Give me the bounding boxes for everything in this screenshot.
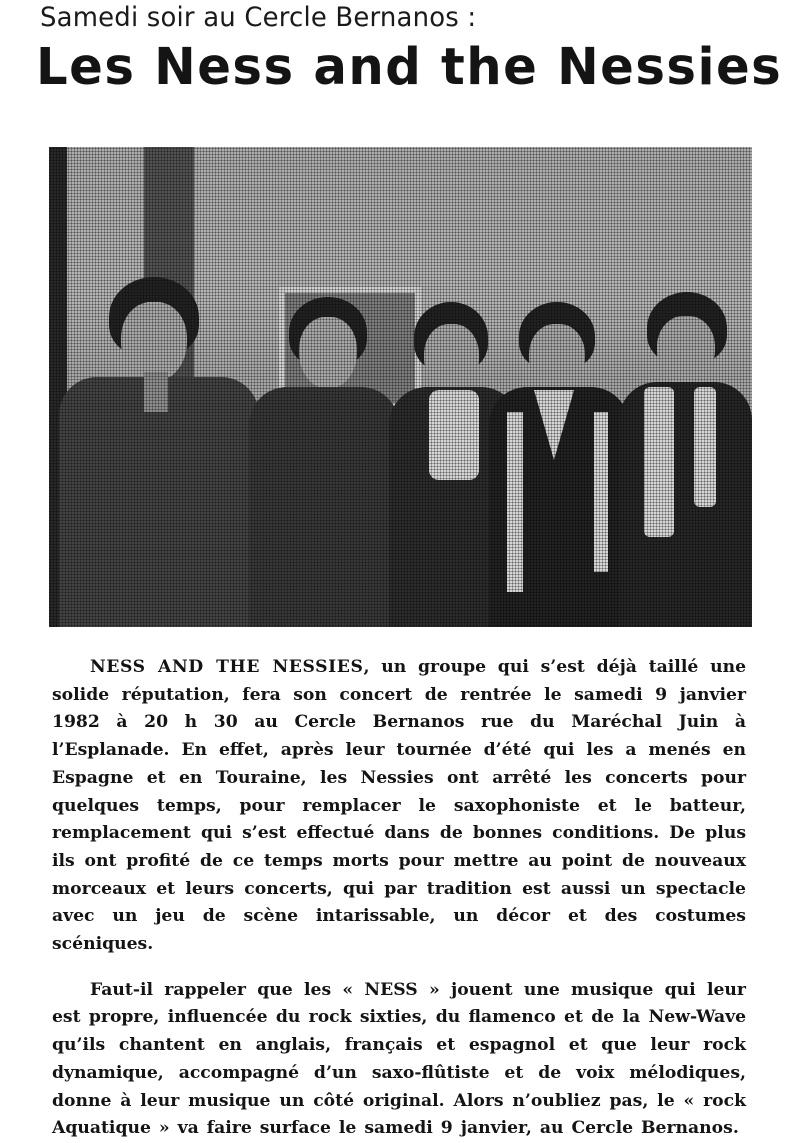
paragraph-text: , un groupe qui s’est déjà taillé une solide réputation, fera son concert de rentrée le samedi 9 janvier 1982 à 20 h 30 au Cercle Bernanos rue du Maréchal Juin à l’Esplanade. En effet, après leur tournée d’été qui les a menés en Espagne et en Touraine, les Nessies ont arrêté les concerts pour quelques temps, pour remplacer le saxophoniste et le batteur, remplacement qui s’est effectué dans de bonnes conditions. De plus ils ont profité de ce temps morts pour mettre au point de nouveaux morceaux et leurs concerts, qui par tradition est aussi un spectacle avec un jeu de scène intarissable, un décor et des costumes scéniques. bbox=[52, 657, 747, 955]
article-paragraph-1 bbox=[52, 654, 746, 959]
paragraph-text: Faut-il rappeler que les « NESS » jouent une musique qui leur est propre, influencée du rock sixties, du flamenco et de la New-Wave qu’ils chantent en anglais, français et espagnol et que leur rock dynamique, accompagné d’un saxo-flûtiste et de voix mélodiques, donne à leur musique un côté original. Alors n’oubliez pas, le « rock Aquatique » va faire surface le samedi 9 janvier, au Cercle Bernanos. bbox=[52, 979, 746, 1139]
article-kicker: Samedi soir au Cercle Bernanos : bbox=[40, 2, 477, 33]
article-body bbox=[52, 654, 746, 1143]
band-photo bbox=[49, 147, 752, 627]
paragraph-lead-band-name: NESS AND THE NESSIES bbox=[90, 657, 364, 677]
article-paragraph-2 bbox=[52, 977, 746, 1143]
photo-halftone-screen bbox=[49, 147, 752, 627]
article-headline: Les Ness and the Nessies bbox=[36, 38, 783, 97]
